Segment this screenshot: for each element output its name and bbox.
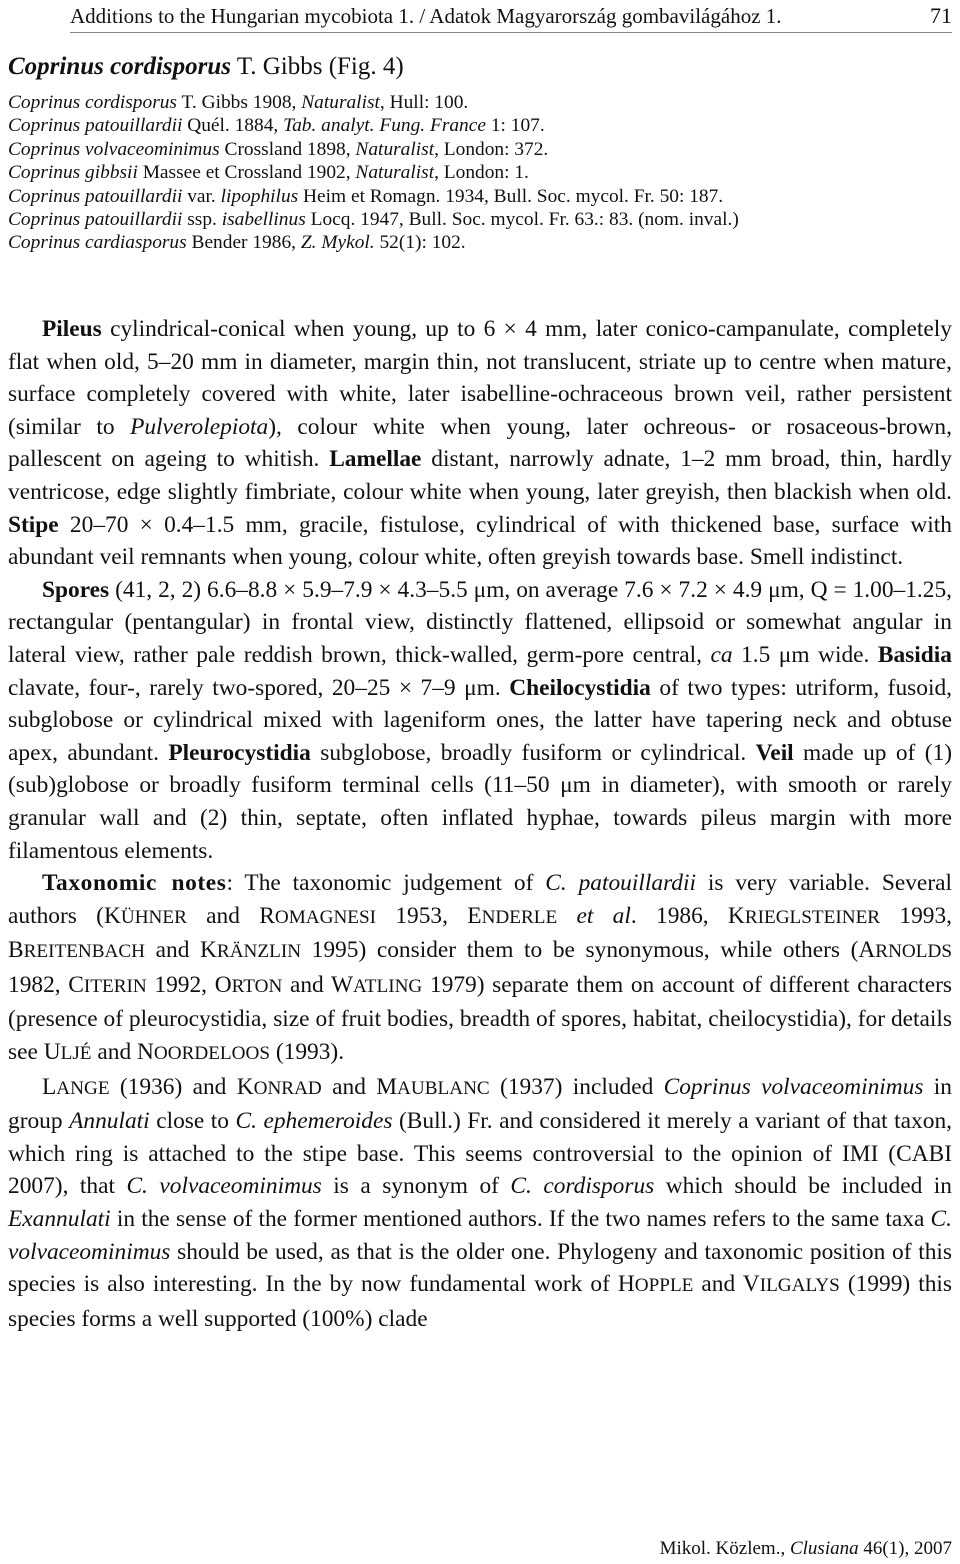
discussion-paragraph <box>8 1071 952 1336</box>
synonym-author: T. Gibbs 1908, <box>176 92 302 113</box>
body-text: (1999) this species forms a well supported (100%) clade <box>8 1271 953 1332</box>
body-text: which should be included in <box>654 1173 952 1200</box>
taxonomic-notes-label: Taxonomic notes <box>42 870 227 897</box>
veil-label: Veil <box>755 739 794 766</box>
pileus-label: Pileus <box>42 316 102 342</box>
synonym-name: Coprinus cardiasporus <box>8 232 187 254</box>
body-text: in the sense of the former mentioned authors. If the two names refers to the same taxa <box>110 1206 931 1233</box>
author-name: WATLING <box>330 971 423 998</box>
running-title: Additions to the Hungarian mycobiota 1. / Adatok Magyarország gombavilágához 1. <box>70 4 782 28</box>
synonym-journal: Naturalist <box>301 92 380 113</box>
et-al: et al <box>576 902 631 929</box>
synonym-citation: Heim et Romagn. 1934, Bull. Soc. mycol. Fr. 50: 187. <box>298 185 724 207</box>
micro-description-paragraph <box>8 574 952 867</box>
author-name: MAUBLANC <box>376 1073 490 1100</box>
body-text: and <box>282 971 331 998</box>
synonym-name: Coprinus volvaceominimus <box>8 138 220 160</box>
body-text: : The taxonomic judgement of <box>226 870 546 897</box>
synonym-name: Coprinus patouillardii <box>8 208 183 230</box>
spores-text: 1.5 μm wide. <box>732 641 878 668</box>
circa-abbrev: ca <box>710 641 733 668</box>
veil-text: made up of (1) (sub)globose or broadly fusiform terminal cells (11–50 μm in diameter), with smooth or rarely granular wall and (2) thin, septate, often inflated hyphae, towards pileus margin with more filamentous elements. <box>8 739 952 864</box>
group-name: Exannulati <box>8 1206 111 1233</box>
synonym-line <box>8 208 952 231</box>
macro-description-paragraph <box>8 313 952 574</box>
synonym-line <box>8 138 952 161</box>
synonym-citation: , Hull: 100. <box>379 92 469 113</box>
synonym-variety: lipophilus <box>220 185 299 207</box>
synonym-citation: 1: 107. <box>485 115 545 137</box>
species-ref: C. ephemeroides <box>235 1108 393 1135</box>
body-text: (Bull.) Fr. and considered it merely a variant of that taxon, which ring is attached to the stipe base. This seems controversial to the opinion of IMI (CABI 2007), that <box>8 1108 952 1200</box>
group-name: Annulati <box>69 1108 150 1135</box>
synonym-author: Quél. 1884, <box>182 115 284 137</box>
synonym-line <box>8 91 952 114</box>
synonym-citation: 52(1): 102. <box>374 232 466 254</box>
body-text: close to <box>149 1108 236 1135</box>
body-text: . 1986, <box>630 902 728 929</box>
taxonomic-notes-paragraph <box>8 867 952 1071</box>
body-text: and <box>91 1039 137 1066</box>
species-ref: C. volvaceominimus <box>126 1173 322 1200</box>
synonym-author: ssp. <box>182 208 222 230</box>
synonym-journal: Naturalist <box>355 162 435 184</box>
author-name: BREITENBACH <box>8 937 146 964</box>
species-ref: C. volvaceominimus <box>8 1206 952 1265</box>
synonym-name: Coprinus gibbsii <box>8 162 138 184</box>
synonym-author: var. <box>182 185 221 207</box>
journal-footer <box>660 1537 952 1561</box>
body-text: (1936) and <box>109 1073 237 1100</box>
body-text: and <box>693 1271 743 1298</box>
species-ref: C. cordisporus <box>510 1173 655 1200</box>
author-name: ULJÉ <box>43 1039 92 1066</box>
species-ref: C. patouillardii <box>545 870 696 897</box>
author-name: NOORDELOOS <box>136 1039 270 1066</box>
pleurocystidia-label: Pleurocystidia <box>168 739 311 766</box>
synonym-author: Bender 1986, <box>186 232 301 254</box>
pileus-text: ), colour white when young, later ochreous- or rosaceous-brown, pallescent on ageing to whitish. <box>8 413 952 473</box>
body-text: 1979) separate them on account of different characters (presence of pleurocystidia, size of fruit bodies, breadth of spores, habitat, cheilocystidia), for details see <box>8 971 952 1066</box>
author-name: ORTON <box>214 971 283 998</box>
body-text: (1993). <box>270 1039 345 1066</box>
synonym-author: Massee et Crossland 1902, <box>137 162 356 184</box>
body-text: 1993, <box>880 902 953 929</box>
lamellae-text: distant, narrowly adnate, 1–2 mm broad, thin, hardly ventricose, edge slightly fimbriate, colour white when young, later greyish, then blackish when old. <box>8 446 952 505</box>
body-text: (1937) included <box>489 1073 664 1100</box>
pleurocystidia-text: subglobose, broadly fusiform or cylindrical. <box>310 739 756 766</box>
synonym-citation: Locq. 1947, Bull. Soc. mycol. Fr. 63.: 83. (nom. inval.) <box>305 208 739 230</box>
body-text <box>557 903 576 929</box>
body-text: is a synonym of <box>321 1173 511 1200</box>
synonym-line <box>8 231 952 254</box>
body-text: and <box>145 937 201 964</box>
synonym-name: Coprinus cordisporus <box>8 92 177 113</box>
stipe-label: Stipe <box>8 511 59 538</box>
synonym-journal: Z. Mykol. <box>300 232 375 254</box>
body-text: is very variable. Several authors ( <box>8 870 952 929</box>
author-name: CITERIN <box>68 971 147 998</box>
synonym-list <box>8 91 952 255</box>
author-name: VILGALYS <box>742 1271 840 1298</box>
species-ref: Coprinus volvaceominimus <box>663 1073 924 1100</box>
body-text: in group <box>8 1073 952 1135</box>
synonym-author: Crossland 1898, <box>219 138 356 160</box>
pileus-text: cylindrical-conical when young, up to 6 × 4 mm, later conico-campanulate, completely flat when old, 5–20 mm in diameter, margin thin, not translucent, striate up to centre when mature, surface completely covered with white, later isabelline-ochraceous brown veil, rather persistent (similar to <box>8 316 952 440</box>
synonym-name: Coprinus patouillardii <box>8 185 183 207</box>
journal-name: Mikol. Közlem., <box>659 1538 790 1559</box>
cheilocystidia-text: of two types: utriform, fusoid, subglobose or cylindrical mixed with lageniform ones, the latter have tapering neck and obtuse apex, abundant. <box>8 674 952 766</box>
basidia-text: clavate, four-, rarely two-spored, 20–25 × 7–9 μm. <box>8 674 510 701</box>
author-name: KRIEGLSTEINER <box>727 902 881 929</box>
author-name: ROMAGNESI <box>259 902 377 929</box>
journal-series: Clusiana <box>789 1538 859 1559</box>
synonym-citation: , London: 1. <box>434 162 529 184</box>
author-name: ARNOLDS <box>858 937 952 964</box>
synonym-name: Coprinus patouillardii <box>8 115 183 137</box>
body-text: 1995) consider them to be synonymous, while others ( <box>301 937 859 964</box>
author-name: KONRAD <box>236 1073 322 1100</box>
species-name: Coprinus cordisporus <box>8 53 231 80</box>
synonym-journal: Tab. analyt. Fung. France <box>283 115 486 137</box>
species-heading <box>8 50 404 84</box>
spores-text: (41, 2, 2) 6.6–8.8 × 5.9–7.9 × 4.3–5.5 μm, on average 7.6 × 7.2 × 4.9 μm, Q = 1.00–1.25, rectangular (pentangular) in frontal view, distinctly flattened, ellipsoid or somewhat angular in lateral view, rather pale reddish brown, thick-walled, germ-pore central, <box>8 576 952 668</box>
stipe-text: 20–70 × 0.4–1.5 mm, gracile, fistulose, cylindrical of with thickened base, surface with abundant veil remnants when young, colour white, often greyish towards base. Smell indistinct. <box>8 511 952 571</box>
author-name: KRÄNZLIN <box>200 937 302 964</box>
body-text: and <box>186 902 260 929</box>
journal-volume: 46(1), 2007 <box>858 1538 952 1559</box>
cheilocystidia-label: Cheilocystidia <box>509 674 651 701</box>
author-name: HOPPLE <box>617 1271 694 1298</box>
synonym-line <box>8 114 952 137</box>
body-text: 1953, <box>376 902 468 929</box>
species-author: T. Gibbs (Fig. 4) <box>236 53 404 80</box>
article-body <box>8 313 952 1335</box>
basidia-label: Basidia <box>877 641 952 668</box>
synonym-line <box>8 185 952 208</box>
synonym-line <box>8 161 952 184</box>
synonym-subspecies: isabellinus <box>221 208 306 230</box>
author-name: ENDERLE <box>467 902 558 929</box>
body-text: should be used, as that is the older one. Phylogeny and taxonomic position of this species is also interesting. In the by now fundamental work of <box>8 1238 952 1298</box>
body-text: 1982, <box>8 971 69 998</box>
body-text: and <box>321 1073 377 1100</box>
page-number: 71 <box>930 3 952 28</box>
genus-name: Pulverolepiota <box>130 413 269 440</box>
author-name: LANGE <box>42 1073 110 1100</box>
spores-label: Spores <box>42 576 110 603</box>
running-header <box>70 2 952 33</box>
body-text: 1992, <box>146 971 215 998</box>
lamellae-label: Lamellae <box>329 446 422 473</box>
synonym-citation: , London: 372. <box>434 138 549 160</box>
author-name: KÜHNER <box>103 902 187 929</box>
synonym-journal: Naturalist <box>355 138 435 160</box>
